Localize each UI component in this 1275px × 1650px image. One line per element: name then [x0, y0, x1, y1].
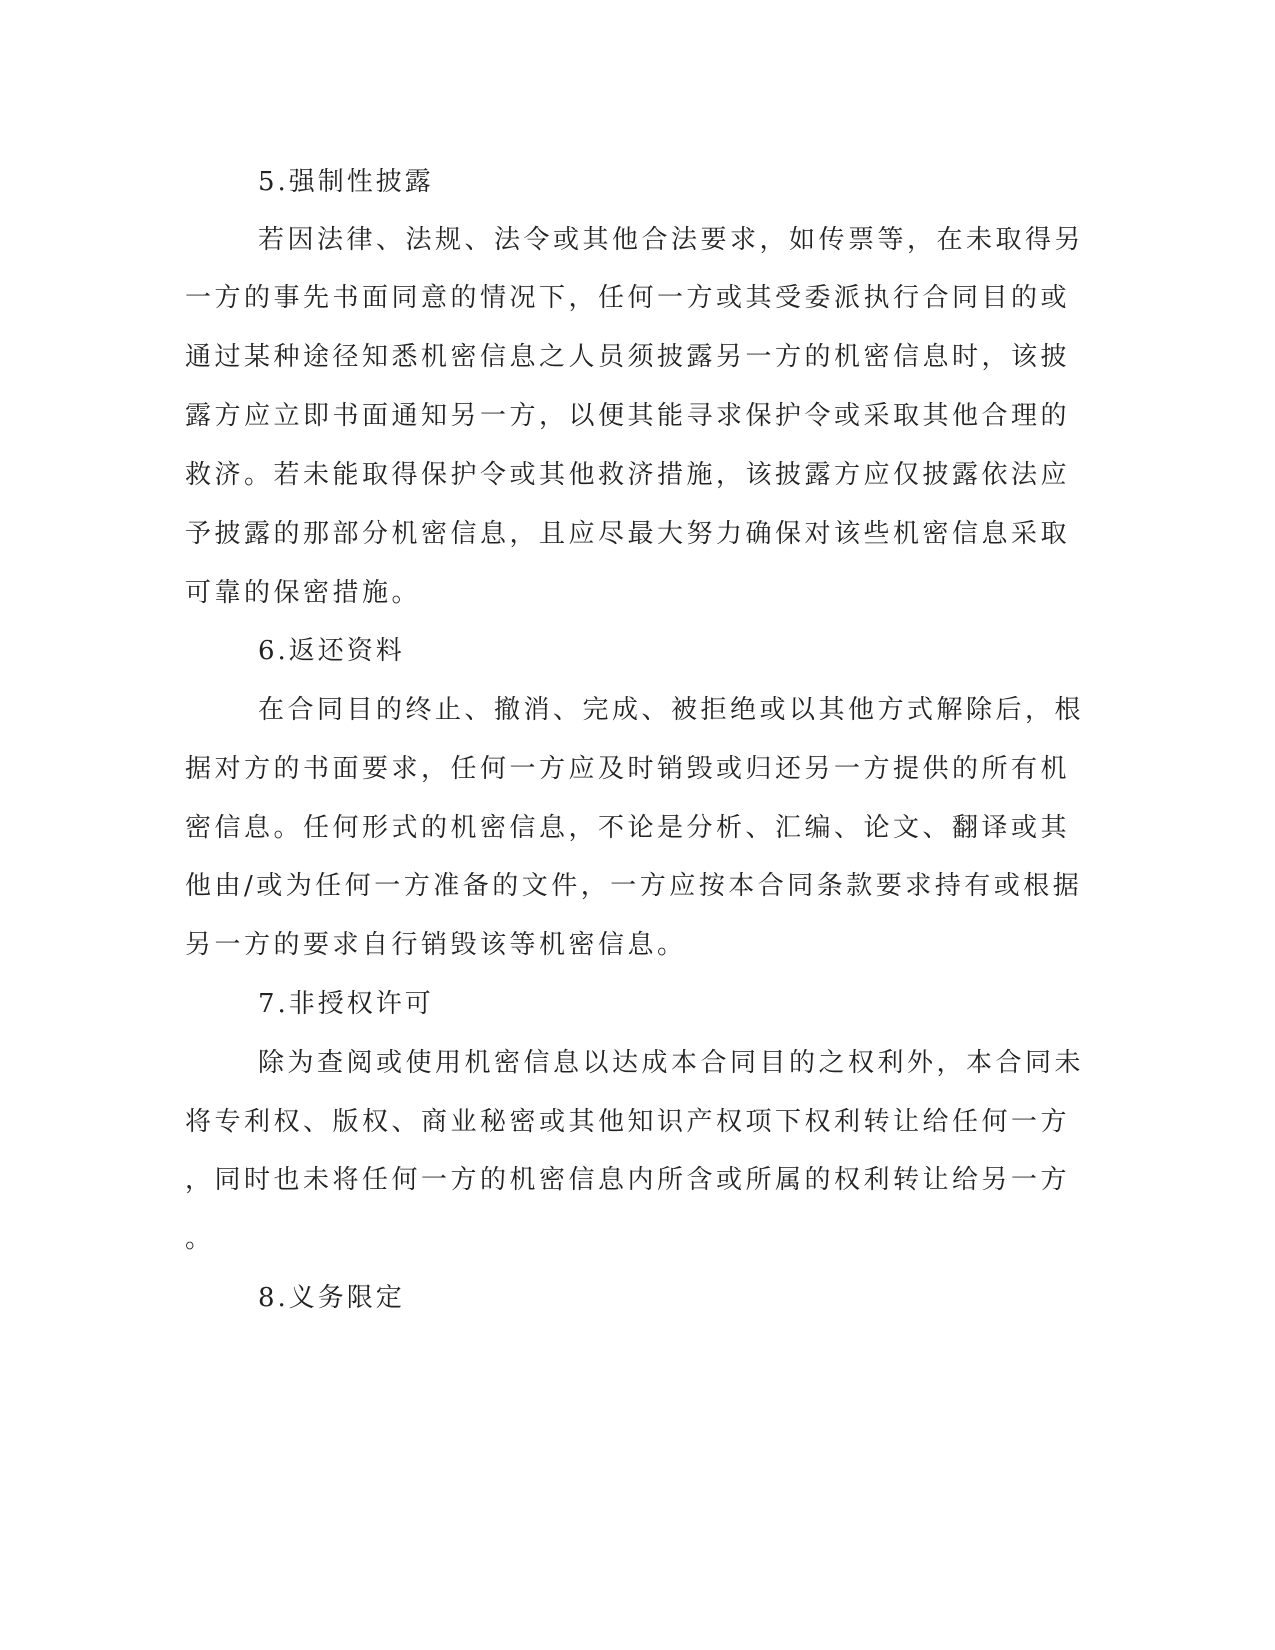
paragraph-line: 密信息。任何形式的机密信息，不论是分析、汇编、论文、翻译或其	[185, 813, 1071, 843]
paragraph-line: 露方应立即书面通知另一方，以便其能寻求保护令或采取其他合理的	[185, 401, 1071, 431]
paragraph-line: 救济。若未能取得保护令或其他救济措施，该披露方应仅披露依法应	[185, 460, 1071, 490]
section-heading-8: 8.义务限定	[258, 1283, 405, 1313]
section-heading-5: 5.强制性披露	[258, 167, 434, 197]
paragraph-line: 除为查阅或使用机密信息以达成本合同目的之权利外，本合同未	[258, 1048, 1085, 1078]
paragraph-line: 。	[185, 1224, 215, 1254]
paragraph-line: 将专利权、版权、商业秘密或其他知识产权项下权利转让给任何一方	[185, 1107, 1071, 1137]
paragraph-line: ，同时也未将任何一方的机密信息内所含或所属的权利转让给另一方	[185, 1165, 1071, 1195]
paragraph-line: 若因法律、法规、法令或其他合法要求，如传票等，在未取得另	[258, 225, 1085, 255]
paragraph-line: 可靠的保密措施。	[185, 578, 422, 608]
section-heading-7: 7.非授权许可	[258, 989, 434, 1019]
paragraph-line: 予披露的那部分机密信息，且应尽最大努力确保对该些机密信息采取	[185, 519, 1071, 549]
paragraph-line: 另一方的要求自行销毁该等机密信息。	[185, 930, 687, 960]
paragraph-line: 在合同目的终止、撤消、完成、被拒绝或以其他方式解除后，根	[258, 695, 1085, 725]
paragraph-line: 据对方的书面要求，任何一方应及时销毁或归还另一方提供的所有机	[185, 754, 1071, 784]
paragraph-line: 通过某种途径知悉机密信息之人员须披露另一方的机密信息时，该披	[185, 342, 1071, 372]
paragraph-line: 他由/或为任何一方准备的文件，一方应按本合同条款要求持有或根据	[185, 871, 1083, 901]
section-heading-6: 6.返还资料	[258, 636, 405, 666]
paragraph-line: 一方的事先书面同意的情况下，任何一方或其受委派执行合同目的或	[185, 283, 1071, 313]
